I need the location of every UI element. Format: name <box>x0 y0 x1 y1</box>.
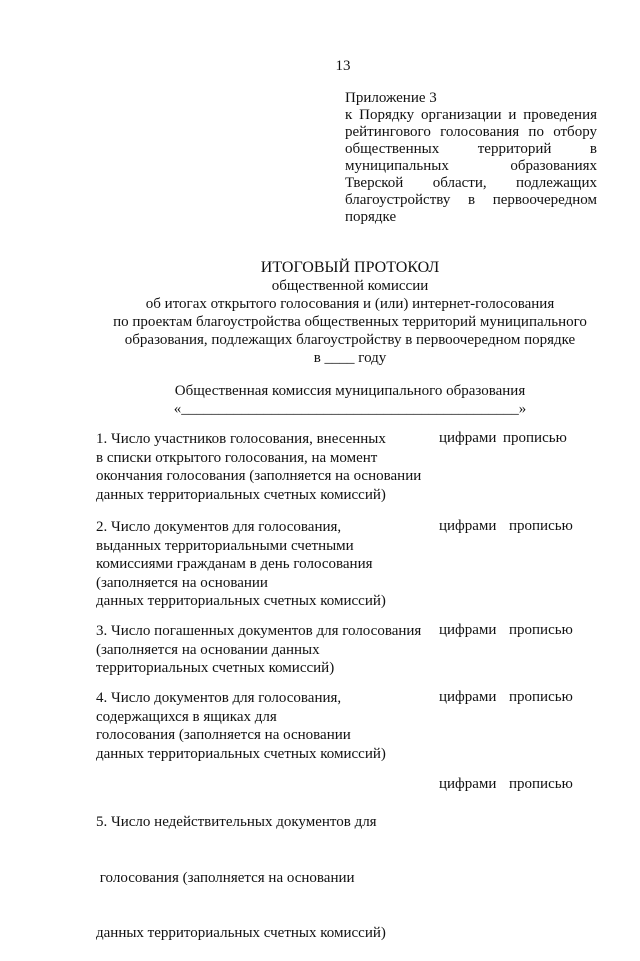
item-line: данных территориальных счетных комиссий) <box>96 745 386 762</box>
item-line: 2. Число документов для голосования, <box>96 519 342 535</box>
header-line: об итогах открытого голосования и (или) интернет-голосования <box>145 296 555 312</box>
words-column-label: прописью <box>503 430 567 446</box>
digits-column-label: цифрами <box>439 518 497 534</box>
words-column-label: прописью <box>509 622 573 638</box>
item-line: данных территориальных счетных комиссий) <box>96 593 386 609</box>
words-column-label: прописью <box>509 518 573 534</box>
item-line: 4. Число документов для голосования, <box>96 690 342 706</box>
digits-column-label: цифрами <box>439 689 497 705</box>
digits-column-label: цифрами <box>439 622 497 638</box>
protocol-item-4 <box>96 689 386 763</box>
item-line: голосования (заполняется на основании <box>96 869 355 886</box>
item-line: голосования (заполняется на основании <box>96 727 351 743</box>
commission-name-blank: «_____________________________________________» <box>173 401 527 417</box>
item-line: территориальных счетных комиссий) <box>96 660 335 676</box>
protocol-header <box>0 258 640 367</box>
protocol-item-3 <box>96 622 421 678</box>
item-line: (заполняется на основании данных <box>96 641 320 658</box>
item-line: данных территориальных счетных комиссий) <box>96 486 386 503</box>
commission-label: Общественная комиссия муниципального образования <box>174 383 526 399</box>
commission-block <box>0 382 640 418</box>
document-title: ИТОГОВЫЙ ПРОТОКОЛ <box>260 259 440 276</box>
item-line: выданных территориальными счетными <box>96 537 354 554</box>
item-line: комиссиями гражданам в день голосования <box>96 556 373 572</box>
words-column-label: прописью <box>509 689 573 705</box>
item-line: данных территориальных счетных комиссий) <box>96 925 386 941</box>
item-line: в списки открытого голосования, на момент <box>96 449 378 466</box>
digits-column-label: цифрами <box>439 430 497 446</box>
item-line: 3. Число погашенных документов для голосования <box>96 623 422 639</box>
item-line: содержащихся в ящиках для <box>96 708 277 725</box>
item-line: окончания голосования (заполняется на основании <box>96 468 422 484</box>
protocol-item-5 <box>96 776 386 961</box>
appendix-block <box>345 90 597 226</box>
appendix-title: Приложение 3 <box>345 90 437 106</box>
words-column-label: прописью <box>509 776 573 792</box>
protocol-item-2 <box>96 518 386 611</box>
header-line: общественной комиссии <box>271 278 429 294</box>
year-line: в ____ году <box>313 350 387 366</box>
item-line: (заполняется на основании <box>96 574 268 591</box>
item-line: 1. Число участников голосования, внесенных <box>96 431 386 447</box>
header-line: по проектам благоустройства общественных территорий муниципального <box>113 314 587 330</box>
protocol-item-1 <box>96 430 421 504</box>
digits-column-label: цифрами <box>439 776 497 792</box>
appendix-text: к Порядку организации и проведения рейтингового голосования по отбору общественных территорий в муниципальных образованиях Тверской области, подлежащих благоустройству в первоочередном порядке <box>345 107 597 225</box>
page-number: 13 <box>335 58 351 74</box>
item-line: 5. Число недействительных документов для <box>96 814 377 830</box>
header-line: образования, подлежащих благоустройству в первоочередном порядке <box>124 332 576 348</box>
